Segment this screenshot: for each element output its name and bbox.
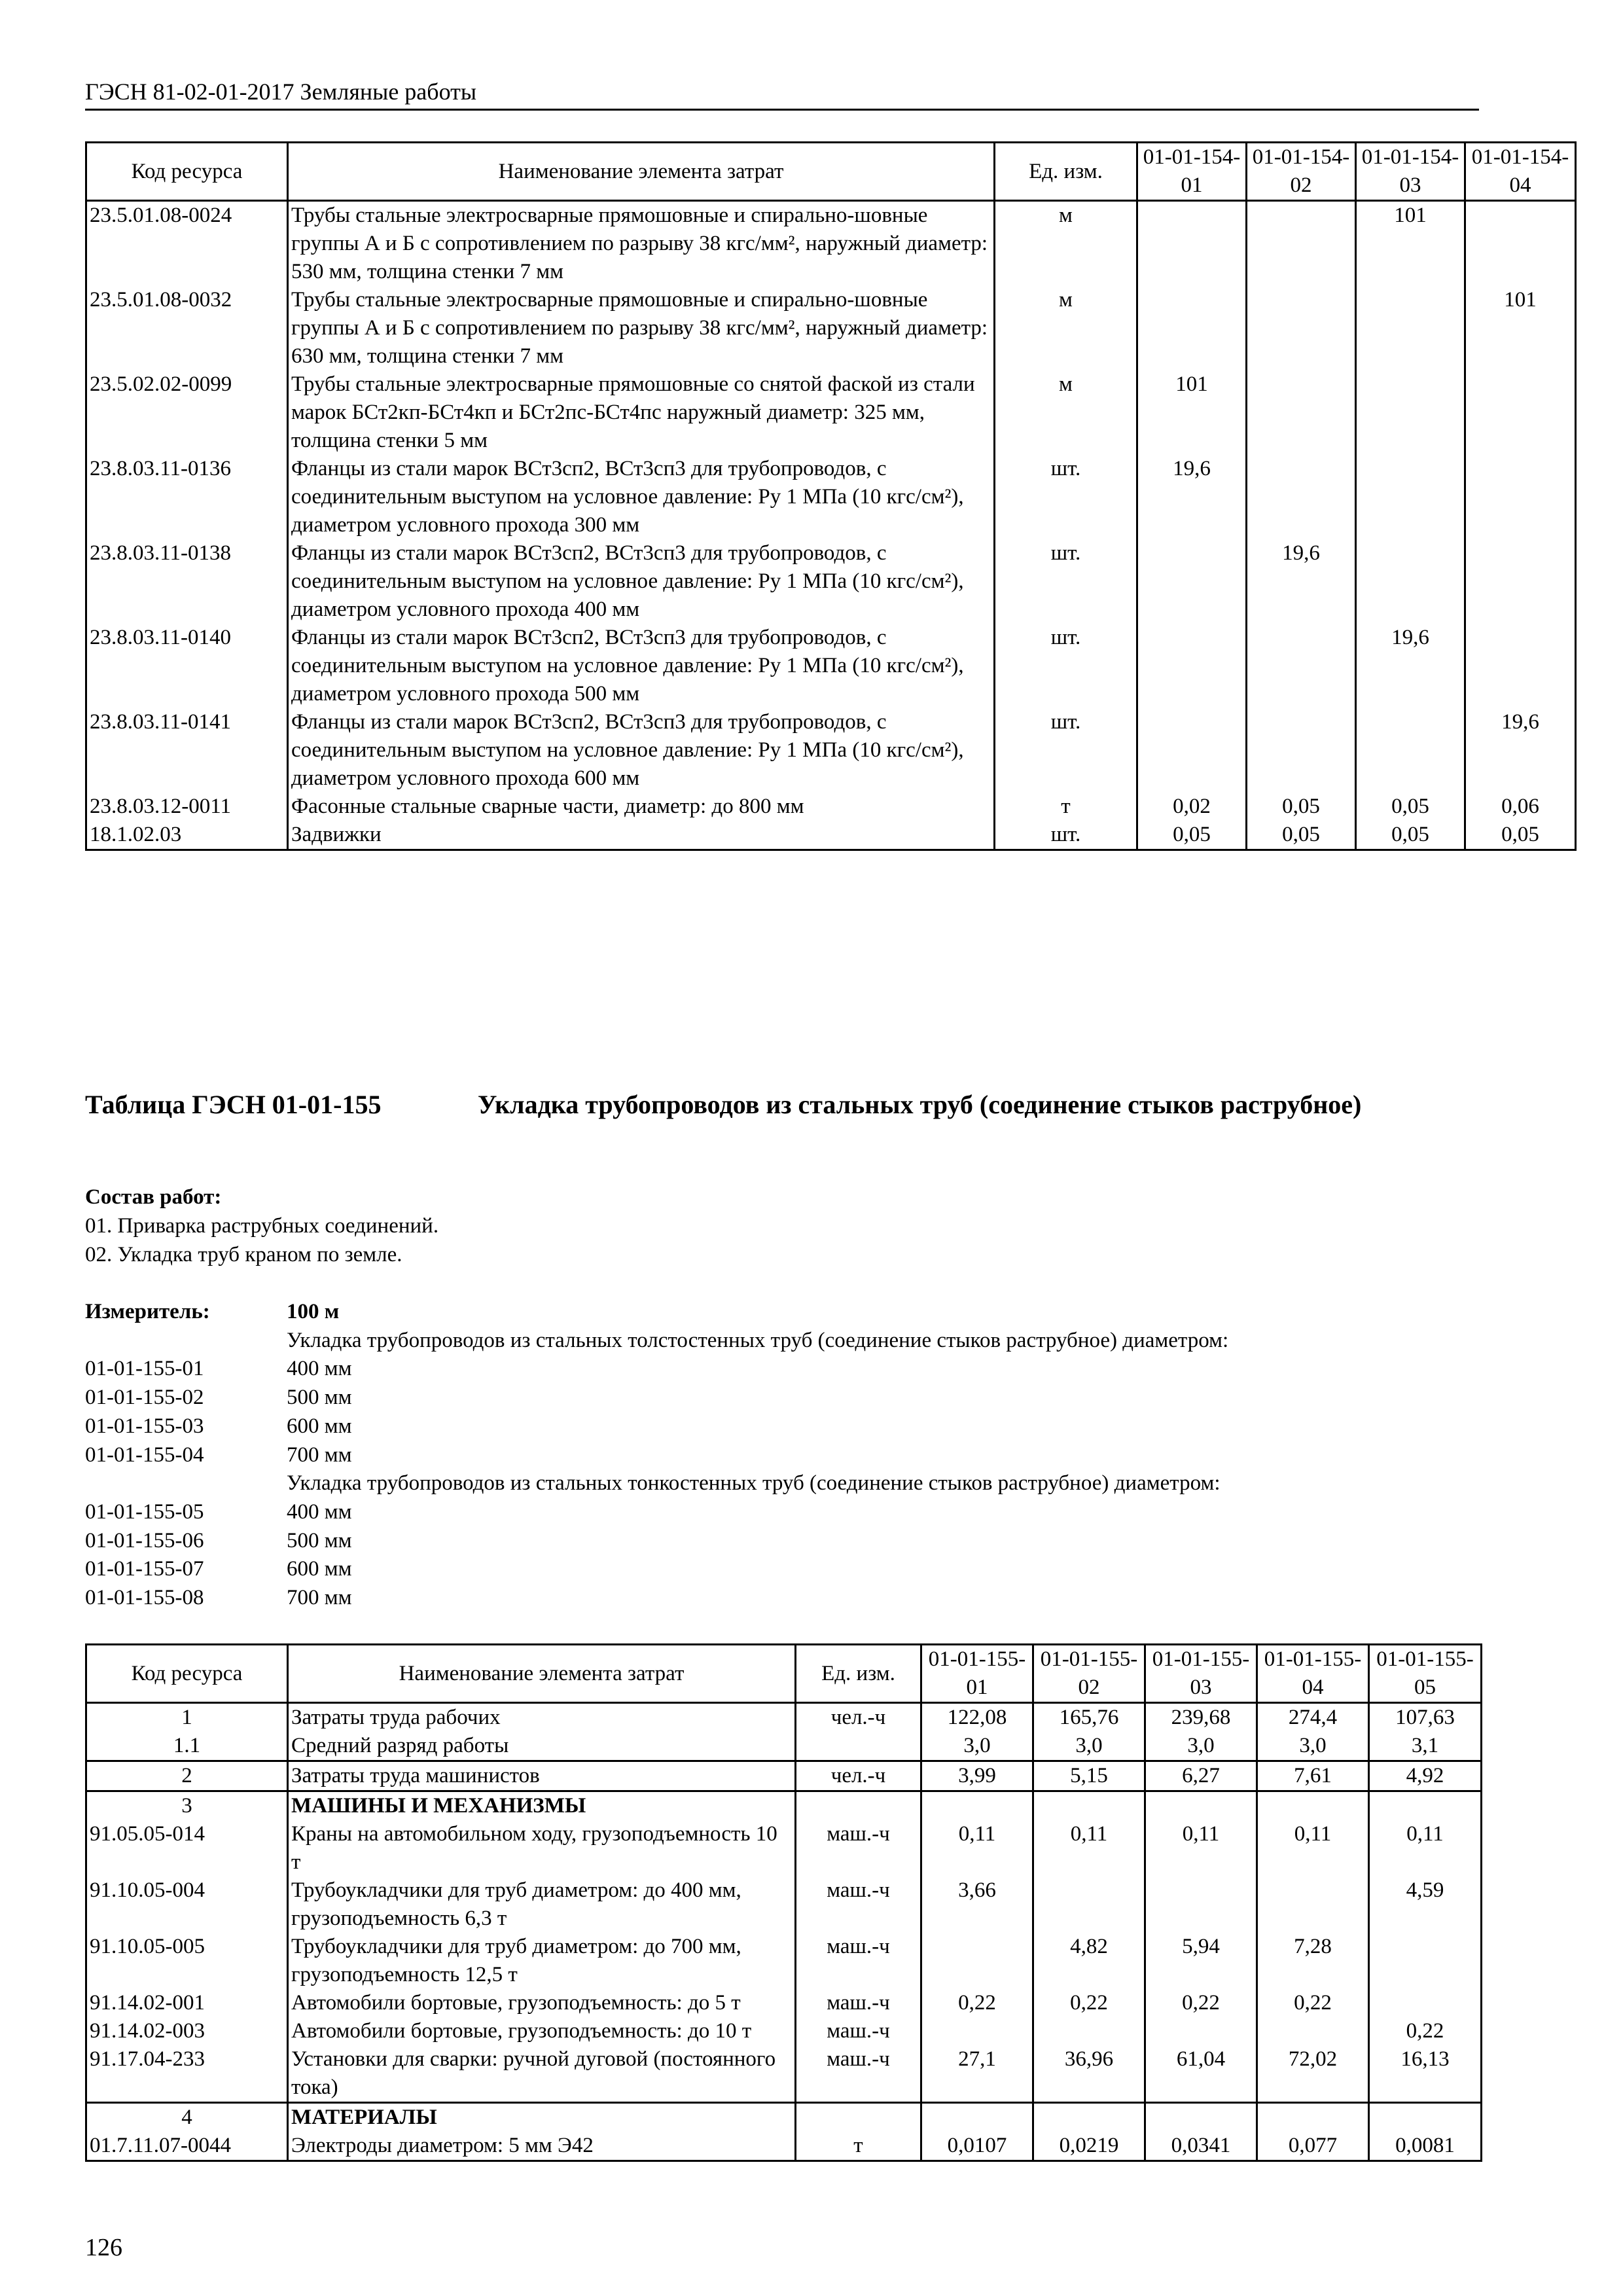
value-cell [1465, 201, 1576, 287]
resource-code: 91.14.02-001 [86, 1989, 288, 2017]
value-cell [1145, 2103, 1257, 2132]
col-header: Наименование элемента затрат [288, 1645, 796, 1703]
resource-name: Краны на автомобильном ходу, грузоподъемность 10 т [288, 1820, 796, 1876]
measure-code: 01-01-155-04 [85, 1443, 204, 1467]
measure-code: 01-01-155-01 [85, 1357, 204, 1381]
value-cell: 36,96 [1033, 2045, 1145, 2103]
value-cell: 0,11 [1369, 1820, 1482, 1876]
table-row [86, 201, 1576, 287]
work-item: 01. Приварка раструбных соединений. [85, 1214, 439, 1238]
measure-group-2: Укладка трубопроводов из стальных тонкостенных труб (соединение стыков раструбное) диаметром: [287, 1471, 1221, 1496]
work-heading: Состав работ: [85, 1185, 222, 1209]
resource-code: 91.14.02-003 [86, 2017, 288, 2045]
value-cell [1033, 2017, 1145, 2045]
resource-name: Трубоукладчики для труб диаметром: до 700 мм, грузоподъемность 12,5 т [288, 1933, 796, 1989]
resource-name: Трубы стальные электросварные прямошовные и спирально-шовные группы А и Б с сопротивлением по разрыву 38 кгс/мм², наружный диаметр: 530 мм, толщина стенки 7 мм [288, 201, 995, 287]
value-cell: 19,6 [1247, 539, 1356, 624]
table-row [86, 624, 1576, 708]
value-cell: 0,0107 [921, 2132, 1033, 2161]
unit-cell: м [995, 370, 1137, 455]
value-cell [1247, 708, 1356, 793]
value-cell [1247, 624, 1356, 708]
table-row [86, 455, 1576, 539]
table-row [86, 708, 1576, 793]
value-cell: 6,27 [1145, 1761, 1257, 1791]
value-cell: 19,6 [1356, 624, 1465, 708]
value-cell: 165,76 [1033, 1703, 1145, 1732]
resource-code: 23.8.03.11-0138 [86, 539, 288, 624]
resource-name: Задвижки [288, 821, 995, 850]
value-cell: 0,077 [1257, 2132, 1369, 2161]
value-cell: 0,11 [1033, 1820, 1145, 1876]
value-cell: 7,61 [1257, 1761, 1369, 1791]
resource-name: Трубы стальные электросварные прямошовные со снятой фаской из стали марок БСт2кп-БСт4кп и БСт2пс-БСт4пс наружный диаметр: 325 мм, толщина стенки 5 мм [288, 370, 995, 455]
resource-name: Трубы стальные электросварные прямошовные и спирально-шовные группы А и Б с сопротивлением по разрыву 38 кгс/мм², наружный диаметр: 630 мм, толщина стенки 7 мм [288, 286, 995, 370]
value-cell: 5,94 [1145, 1933, 1257, 1989]
table-row [86, 1791, 1482, 1821]
resource-name: Электроды диаметром: 5 мм Э42 [288, 2132, 796, 2161]
resource-code: 2 [86, 1761, 288, 1791]
unit-cell: т [995, 793, 1137, 821]
measure-text: 600 мм [287, 1557, 352, 1581]
value-cell: 0,0081 [1369, 2132, 1482, 2161]
running-header: ГЭСН 81-02-01-2017 Земляные работы [85, 77, 1479, 111]
unit-cell: шт. [995, 821, 1137, 850]
resource-code: 91.10.05-005 [86, 1933, 288, 1989]
value-cell: 0,11 [1257, 1820, 1369, 1876]
value-cell [1145, 1876, 1257, 1933]
resource-name: МАШИНЫ И МЕХАНИЗМЫ [288, 1791, 796, 1821]
col-header: Код ресурса [86, 1645, 288, 1703]
table-row [86, 2103, 1482, 2132]
col-header: 01-01-154-01 [1137, 143, 1247, 201]
resource-code: 91.05.05-014 [86, 1820, 288, 1876]
value-cell [1257, 2103, 1369, 2132]
value-cell: 3,0 [1257, 1732, 1369, 1761]
value-cell: 16,13 [1369, 2045, 1482, 2103]
value-cell: 239,68 [1145, 1703, 1257, 1732]
value-cell [1247, 370, 1356, 455]
value-cell: 0,22 [921, 1989, 1033, 2017]
value-cell [1145, 2017, 1257, 2045]
value-cell: 19,6 [1137, 455, 1247, 539]
table-row [86, 821, 1576, 850]
value-cell [1247, 201, 1356, 287]
value-cell: 0,02 [1137, 793, 1247, 821]
resource-name: МАТЕРИАЛЫ [288, 2103, 796, 2132]
measure-code: 01-01-155-03 [85, 1414, 204, 1438]
value-cell: 101 [1356, 201, 1465, 287]
resource-code: 23.8.03.11-0141 [86, 708, 288, 793]
col-header: 01-01-155-03 [1145, 1645, 1257, 1703]
value-cell: 0,22 [1369, 2017, 1482, 2045]
value-cell [1465, 624, 1576, 708]
table-row [86, 793, 1576, 821]
measure-text: 500 мм [287, 1386, 352, 1410]
measure-text: 400 мм [287, 1357, 352, 1381]
resource-code: 01.7.11.07-0044 [86, 2132, 288, 2161]
value-cell: 72,02 [1257, 2045, 1369, 2103]
value-cell [1356, 286, 1465, 370]
measure-text: 700 мм [287, 1443, 352, 1467]
value-cell: 0,0219 [1033, 2132, 1145, 2161]
resource-name: Автомобили бортовые, грузоподъемность: до 10 т [288, 2017, 796, 2045]
value-cell: 122,08 [921, 1703, 1033, 1732]
table-title: Укладка трубопроводов из стальных труб (соединение стыков раструбное) [478, 1090, 1362, 1119]
value-cell [1033, 1791, 1145, 1821]
table-row [86, 2132, 1482, 2161]
value-cell [1137, 624, 1247, 708]
unit-cell: шт. [995, 624, 1137, 708]
resource-code: 3 [86, 1791, 288, 1821]
unit-cell: маш.-ч [796, 2017, 921, 2045]
value-cell: 0,22 [1257, 1989, 1369, 2017]
resource-name: Фланцы из стали марок ВСт3сп2, ВСт3сп3 для трубопроводов, с соединительным выступом на условное давление: Ру 1 МПа (10 кгс/см²), диаметром условного прохода 400 мм [288, 539, 995, 624]
resource-name: Затраты труда машинистов [288, 1761, 796, 1791]
table-header-row [86, 1645, 1482, 1703]
table-row [86, 2045, 1482, 2103]
resource-name: Установки для сварки: ручной дуговой (постоянного тока) [288, 2045, 796, 2103]
value-cell [1257, 1876, 1369, 1933]
value-cell [1369, 1933, 1482, 1989]
page-number: 126 [85, 2234, 122, 2261]
resource-name: Фасонные стальные сварные части, диаметр: до 800 мм [288, 793, 995, 821]
resource-code: 91.17.04-233 [86, 2045, 288, 2103]
unit-cell: м [995, 286, 1137, 370]
measure-text: 600 мм [287, 1414, 352, 1438]
value-cell: 4,92 [1369, 1761, 1482, 1791]
value-cell [1033, 2103, 1145, 2132]
resource-name: Фланцы из стали марок ВСт3сп2, ВСт3сп3 для трубопроводов, с соединительным выступом на условное давление: Ру 1 МПа (10 кгс/см²), диаметром условного прохода 600 мм [288, 708, 995, 793]
value-cell [1137, 286, 1247, 370]
resource-code: 4 [86, 2103, 288, 2132]
value-cell: 3,0 [921, 1732, 1033, 1761]
resource-code: 91.10.05-004 [86, 1876, 288, 1933]
table-header-row [86, 143, 1576, 201]
col-header: 01-01-154-03 [1356, 143, 1465, 201]
measure-label: Измеритель: [85, 1300, 210, 1323]
measure-code: 01-01-155-05 [85, 1499, 204, 1524]
value-cell: 101 [1465, 286, 1576, 370]
value-cell: 0,05 [1137, 821, 1247, 850]
table-row [86, 1732, 1482, 1761]
resource-code: 1.1 [86, 1732, 288, 1761]
value-cell: 0,22 [1033, 1989, 1145, 2017]
value-cell [921, 1791, 1033, 1821]
measure-code: 01-01-155-02 [85, 1386, 204, 1410]
measure-text: 500 мм [287, 1528, 352, 1552]
col-header: 01-01-154-02 [1247, 143, 1356, 201]
resource-code: 23.5.02.02-0099 [86, 370, 288, 455]
value-cell [1356, 370, 1465, 455]
col-header: 01-01-155-02 [1033, 1645, 1145, 1703]
measure-text: 400 мм [287, 1499, 352, 1524]
measure-code: 01-01-155-06 [85, 1528, 204, 1552]
value-cell [1137, 539, 1247, 624]
value-cell: 5,15 [1033, 1761, 1145, 1791]
value-cell: 0,11 [1145, 1820, 1257, 1876]
value-cell: 0,0341 [1145, 2132, 1257, 2161]
value-cell: 0,22 [1145, 1989, 1257, 2017]
unit-cell: маш.-ч [796, 1876, 921, 1933]
unit-cell [796, 2103, 921, 2132]
resource-code: 23.8.03.11-0136 [86, 455, 288, 539]
value-cell: 61,04 [1145, 2045, 1257, 2103]
value-cell: 0,05 [1247, 793, 1356, 821]
resource-code: 23.8.03.11-0140 [86, 624, 288, 708]
resource-name: Затраты труда рабочих [288, 1703, 796, 1732]
value-cell: 3,0 [1033, 1732, 1145, 1761]
value-cell: 0,06 [1465, 793, 1576, 821]
value-cell [1465, 539, 1576, 624]
col-header: 01-01-155-01 [921, 1645, 1033, 1703]
unit-cell: м [995, 201, 1137, 287]
value-cell [1356, 539, 1465, 624]
table-row [86, 286, 1576, 370]
value-cell: 0,05 [1356, 793, 1465, 821]
unit-cell [796, 1732, 921, 1761]
value-cell: 19,6 [1465, 708, 1576, 793]
unit-cell [796, 1791, 921, 1821]
value-cell: 4,59 [1369, 1876, 1482, 1933]
unit-cell: маш.-ч [796, 2045, 921, 2103]
resource-code: 18.1.02.03 [86, 821, 288, 850]
value-cell [1369, 1791, 1482, 1821]
table-row [86, 1989, 1482, 2017]
value-cell: 0,11 [921, 1820, 1033, 1876]
value-cell [921, 2103, 1033, 2132]
unit-cell: шт. [995, 539, 1137, 624]
value-cell [921, 1933, 1033, 1989]
col-header: Наименование элемента затрат [288, 143, 995, 201]
table-row [86, 370, 1576, 455]
value-cell [1257, 2017, 1369, 2045]
value-cell: 101 [1137, 370, 1247, 455]
value-cell [921, 2017, 1033, 2045]
value-cell [1033, 1876, 1145, 1933]
value-cell [1369, 2103, 1482, 2132]
value-cell: 0,05 [1356, 821, 1465, 850]
table-row [86, 1876, 1482, 1933]
measure-block [85, 1298, 1228, 1613]
table-row [86, 1761, 1482, 1791]
value-cell: 7,28 [1257, 1933, 1369, 1989]
resource-code: 23.8.03.12-0011 [86, 793, 288, 821]
resource-table-155 [85, 1643, 1482, 2162]
value-cell: 0,05 [1247, 821, 1356, 850]
resource-table-154 [85, 141, 1577, 851]
table-row [86, 1820, 1482, 1876]
col-header: Ед. изм. [796, 1645, 921, 1703]
value-cell [1257, 1791, 1369, 1821]
col-header: 01-01-155-04 [1257, 1645, 1369, 1703]
resource-code: 23.5.01.08-0024 [86, 201, 288, 287]
table-row [86, 1703, 1482, 1732]
measure-text: 700 мм [287, 1586, 352, 1610]
col-header: Ед. изм. [995, 143, 1137, 201]
value-cell: 3,0 [1145, 1732, 1257, 1761]
measure-group-1: Укладка трубопроводов из стальных толстостенных труб (соединение стыков раструбное) диаметром: [287, 1328, 1229, 1352]
unit-cell: маш.-ч [796, 1989, 921, 2017]
table-row [86, 2017, 1482, 2045]
value-cell [1137, 201, 1247, 287]
value-cell: 27,1 [921, 2045, 1033, 2103]
value-cell: 274,4 [1257, 1703, 1369, 1732]
unit-cell: чел.-ч [796, 1703, 921, 1732]
table-row [86, 539, 1576, 624]
table-row [86, 1933, 1482, 1989]
value-cell [1356, 708, 1465, 793]
value-cell: 107,63 [1369, 1703, 1482, 1732]
measure-value: 100 м [287, 1300, 340, 1323]
work-item: 02. Укладка труб краном по земле. [85, 1243, 402, 1266]
value-cell [1145, 1791, 1257, 1821]
value-cell: 0,05 [1465, 821, 1576, 850]
table-number: Таблица ГЭСН 01-01-155 [85, 1090, 382, 1119]
measure-code: 01-01-155-07 [85, 1557, 204, 1581]
col-header: Код ресурса [86, 143, 288, 201]
unit-cell: шт. [995, 455, 1137, 539]
unit-cell: маш.-ч [796, 1820, 921, 1876]
unit-cell: маш.-ч [796, 1933, 921, 1989]
col-header: 01-01-154-04 [1465, 143, 1576, 201]
col-header: 01-01-155-05 [1369, 1645, 1482, 1703]
value-cell [1465, 455, 1576, 539]
value-cell [1247, 286, 1356, 370]
value-cell [1465, 370, 1576, 455]
value-cell: 4,82 [1033, 1933, 1145, 1989]
unit-cell: чел.-ч [796, 1761, 921, 1791]
resource-name: Автомобили бортовые, грузоподъемность: до 5 т [288, 1989, 796, 2017]
resource-name: Фланцы из стали марок ВСт3сп2, ВСт3сп3 для трубопроводов, с соединительным выступом на условное давление: Ру 1 МПа (10 кгс/см²), диаметром условного прохода 500 мм [288, 624, 995, 708]
value-cell: 3,99 [921, 1761, 1033, 1791]
value-cell [1247, 455, 1356, 539]
resource-code: 1 [86, 1703, 288, 1732]
value-cell: 3,66 [921, 1876, 1033, 1933]
resource-name: Трубоукладчики для труб диаметром: до 400 мм, грузоподъемность 6,3 т [288, 1876, 796, 1933]
unit-cell: шт. [995, 708, 1137, 793]
value-cell: 3,1 [1369, 1732, 1482, 1761]
resource-code: 23.5.01.08-0032 [86, 286, 288, 370]
measure-code: 01-01-155-08 [85, 1586, 204, 1610]
unit-cell: т [796, 2132, 921, 2161]
resource-name: Фланцы из стали марок ВСт3сп2, ВСт3сп3 для трубопроводов, с соединительным выступом на условное давление: Ру 1 МПа (10 кгс/см²), диаметром условного прохода 300 мм [288, 455, 995, 539]
value-cell [1356, 455, 1465, 539]
value-cell [1369, 1989, 1482, 2017]
resource-name: Средний разряд работы [288, 1732, 796, 1761]
value-cell [1137, 708, 1247, 793]
